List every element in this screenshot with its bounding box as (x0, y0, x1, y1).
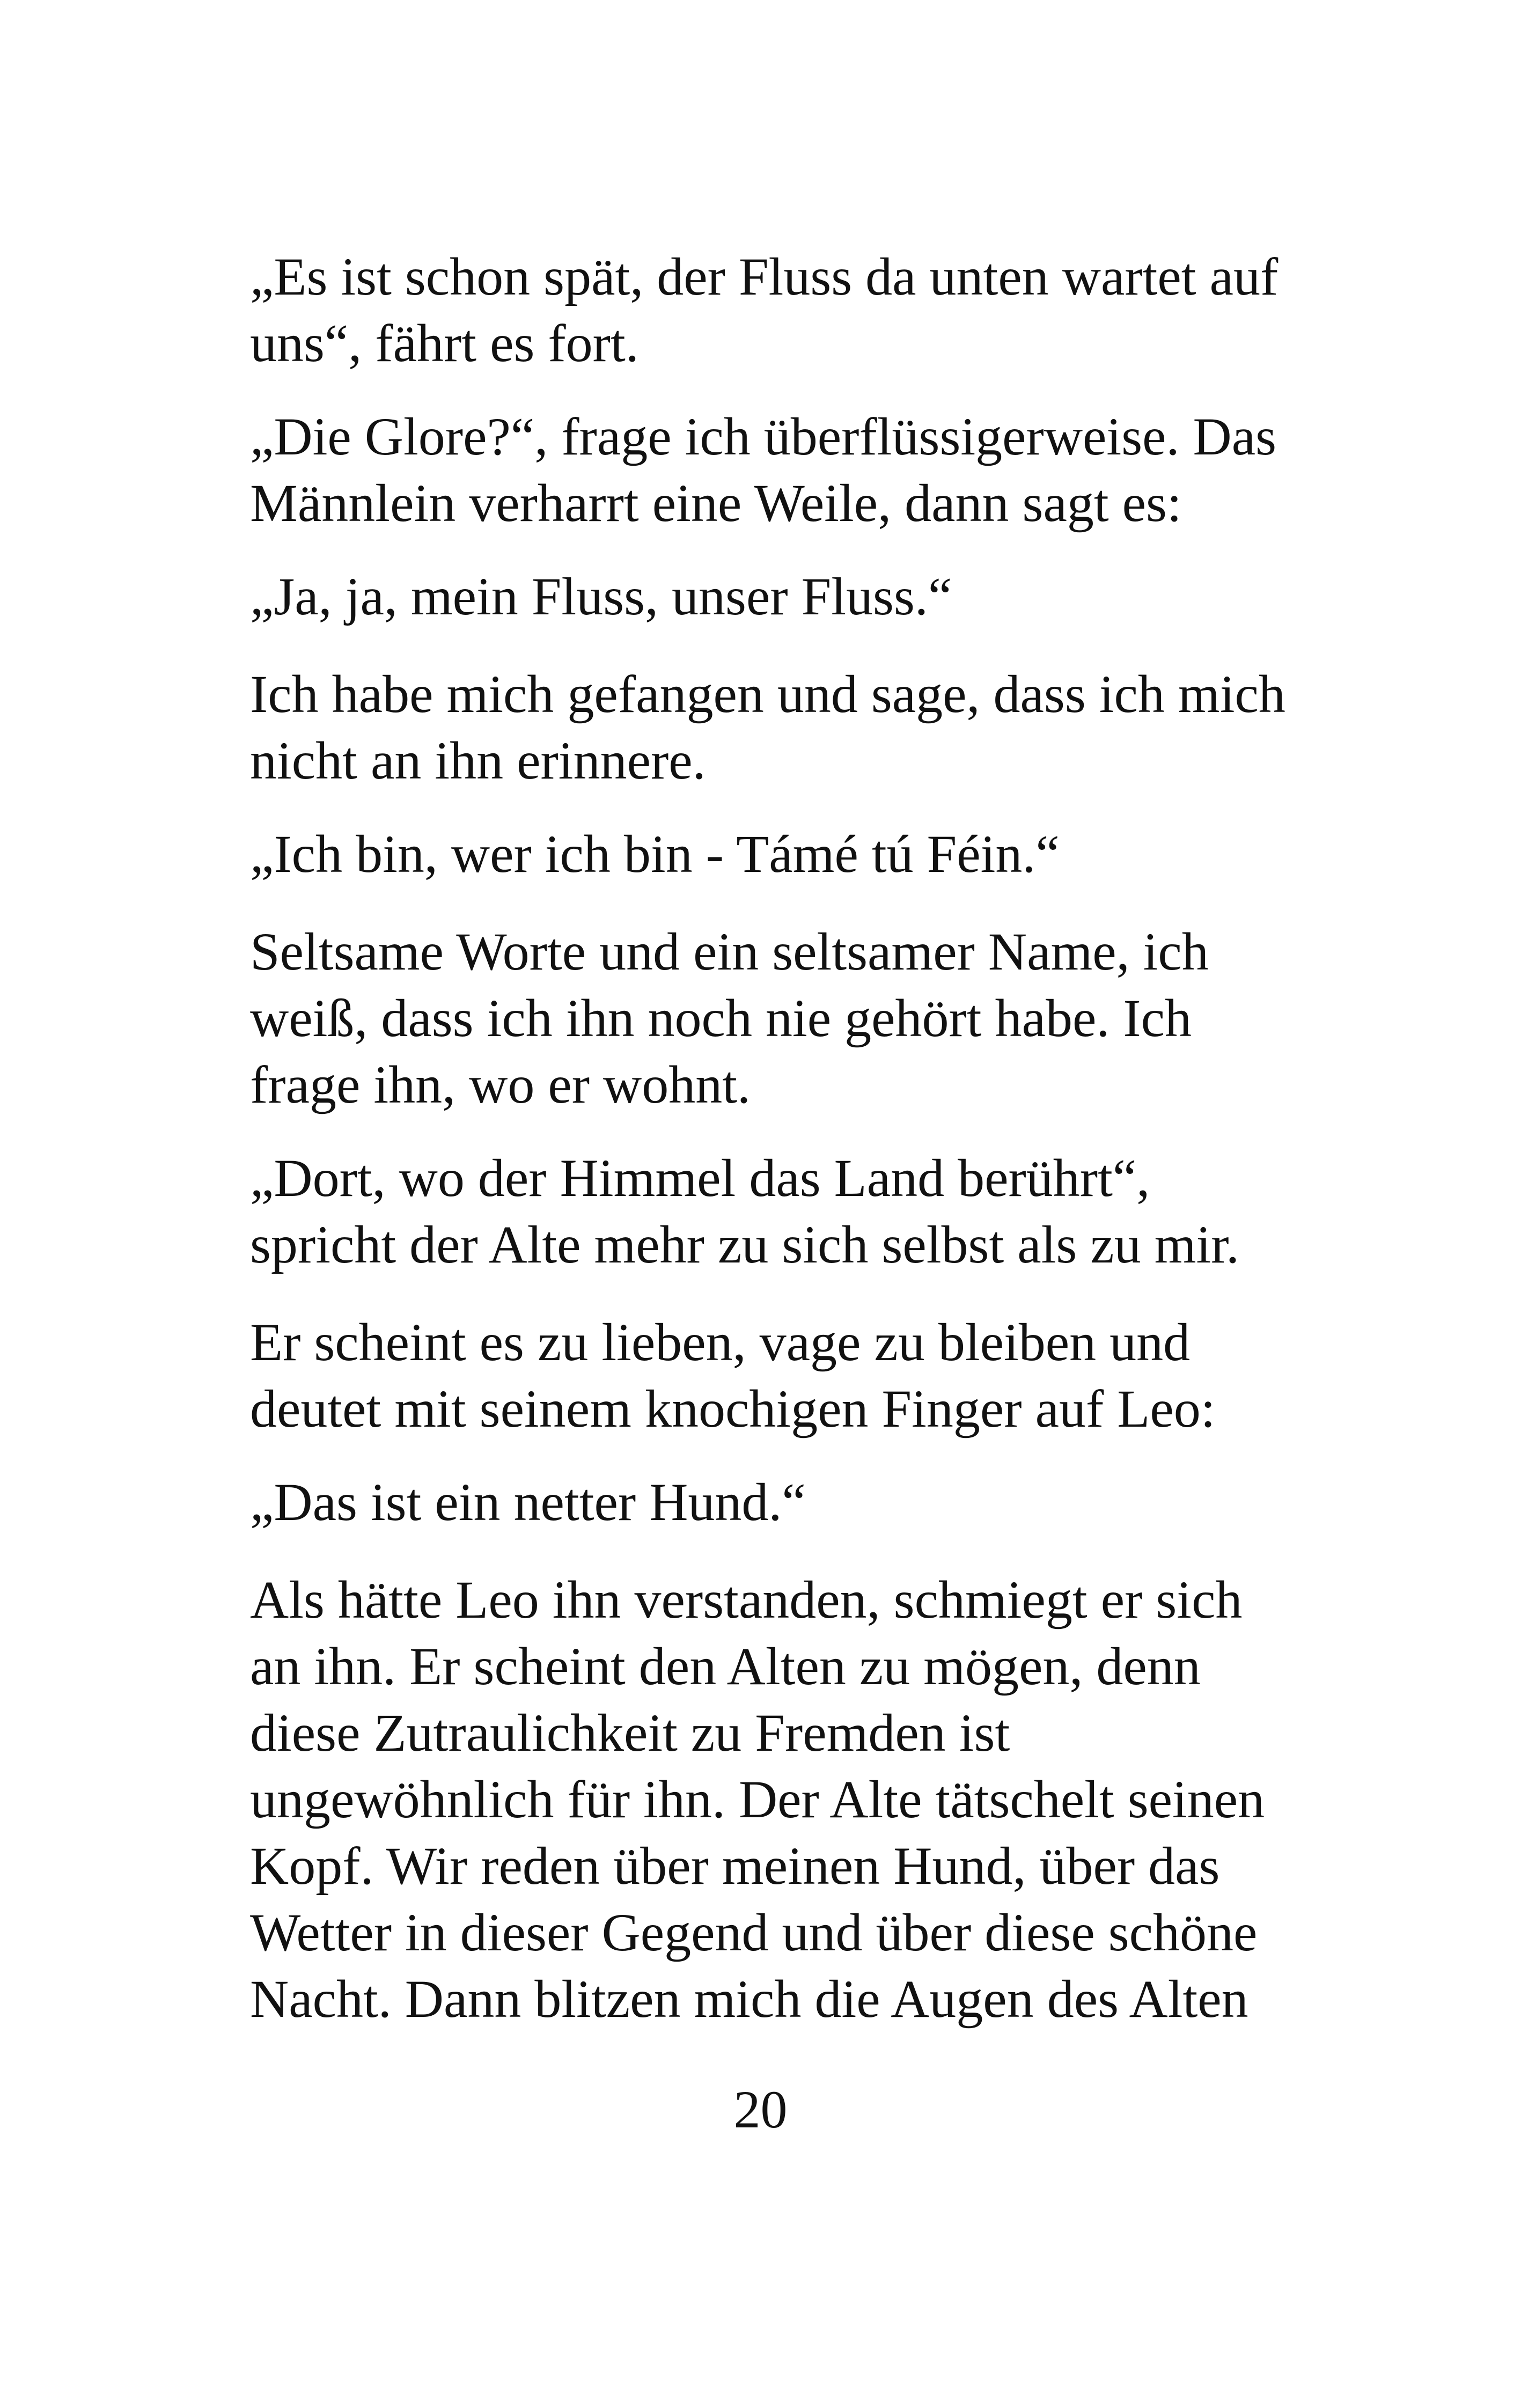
paragraph-2 (250, 403, 1312, 537)
paragraph-10 (250, 1567, 1312, 2032)
text-line: diese Zutraulichkeit zu Fremden ist (250, 1703, 1010, 1763)
paragraph-8 (250, 1309, 1312, 1442)
paragraph-5 (250, 821, 1312, 887)
text-line: Kopf. Wir reden über meinen Hund, über das (250, 1836, 1220, 1896)
text-line: „Dort, wo der Himmel das Land berührt“, (250, 1148, 1150, 1208)
paragraph-6 (250, 919, 1312, 1118)
paragraph-7 (250, 1145, 1312, 1278)
text-line: frage ihn, wo er wohnt. (250, 1055, 751, 1114)
text-line: Er scheint es zu lieben, vage zu bleiben und (250, 1312, 1191, 1372)
paragraph-1 (250, 244, 1312, 377)
text-line: ungewöhnlich für ihn. Der Alte tätschelt seinen (250, 1770, 1265, 1829)
text-line: „Das ist ein netter Hund.“ (250, 1472, 806, 1532)
text-line: nicht an ihn erinnere. (250, 731, 706, 790)
text-line: Wetter in dieser Gegend und über diese schöne (250, 1903, 1258, 1962)
body-text (250, 244, 1312, 2032)
text-line: uns“, fährt es fort. (250, 313, 639, 373)
paragraph-4 (250, 661, 1312, 794)
text-line: weiß, dass ich ihn noch nie gehört habe. Ich (250, 988, 1192, 1048)
text-line: „Ich bin, wer ich bin - Támé tú Féin.“ (250, 824, 1060, 884)
page-number: 20 (733, 2080, 788, 2139)
text-line: spricht der Alte mehr zu sich selbst als zu mir. (250, 1215, 1240, 1274)
text-line: „Es ist schon spät, der Fluss da unten wartet auf (250, 247, 1278, 306)
text-line: an ihn. Er scheint den Alten zu mögen, denn (250, 1636, 1201, 1696)
text-line: „Die Glore?“, frage ich überflüssigerweise. Das (250, 407, 1277, 466)
text-line: Männlein verharrt eine Weile, dann sagt es: (250, 473, 1182, 533)
text-line: „Ja, ja, mein Fluss, unser Fluss.“ (250, 567, 952, 626)
paragraph-3 (250, 563, 1312, 630)
paragraph-9 (250, 1469, 1312, 1536)
text-line: Seltsame Worte und ein seltsamer Name, ich (250, 922, 1209, 981)
text-line: Nacht. Dann blitzen mich die Augen des Alten (250, 1969, 1248, 2029)
text-line: Als hätte Leo ihn verstanden, schmiegt er sich (250, 1570, 1243, 1629)
text-line: deutet mit seinem knochigen Finger auf Leo: (250, 1379, 1216, 1438)
text-line: Ich habe mich gefangen und sage, dass ich mich (250, 664, 1285, 724)
